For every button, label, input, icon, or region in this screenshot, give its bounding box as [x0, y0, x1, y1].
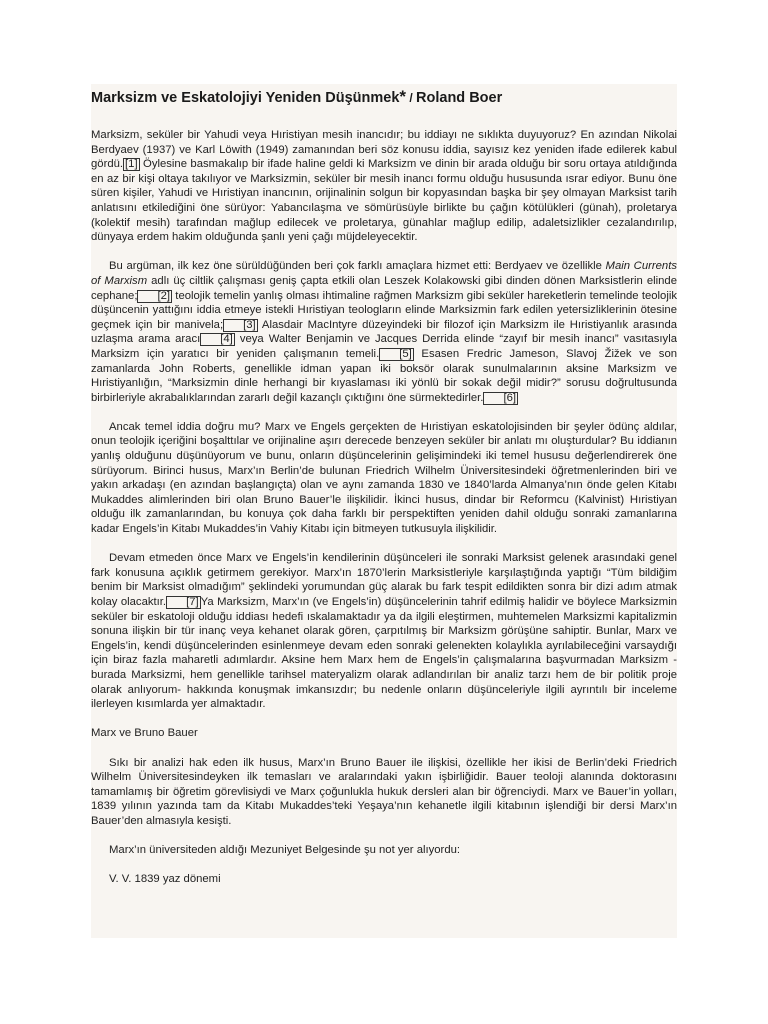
footnote-link-7[interactable]: [7] — [166, 596, 201, 609]
footnote-link-5[interactable]: [5] — [379, 348, 414, 361]
title-separator: / — [406, 91, 417, 105]
document-page — [91, 84, 677, 938]
paragraph-5: Sıkı bir analizi hak eden ilk husus, Marx’ın Bruno Bauer ile ilişkisi, özellikle her ikisi de Berlin’deki Friedrich Wilhelm Üniversitesindeyken ilk temasları ve aralarındaki yakın işbirliğidir. Bauer teoloji alanında doktorasını tamamlamış bir öğretim görevlisiydi ve Marx çoğunlukla hukuk dersleri alan bir öğrenciydi. Marx ve Bauer’in yolları, 1839 yılının yazında tam da Kitabı Mukaddes’teki Yeşaya’nın kehanetle ilgili kitabının işlendiği bir dersi Marx’ın Bauer’den almasıyla kesişti. — [91, 756, 677, 827]
paragraph-1 — [91, 128, 677, 245]
title-author: Roland Boer — [416, 90, 503, 106]
book-title-italic: Main Currents of Marxism — [91, 260, 677, 287]
paragraph-2-text-a: Bu argüman, ilk kez öne sürüldüğünden beri çok farklı amaçlara hizmet etti: Berdyaev ve özellikle — [109, 260, 606, 273]
footnote-link-1[interactable]: [1] — [125, 158, 138, 171]
document-title — [91, 87, 677, 108]
footnote-link-4[interactable]: [4] — [200, 333, 235, 346]
paragraph-1-text: Marksizm, seküler bir Yahudi veya Hıristiyan mesih inancıdır; bu iddiayı ne sıklıkta duyuyoruz? En azından Nikolai Berdyaev (1937) ve Karl Löwith (1949) zamanından beri söz konusu iddia, sayısız kez yeniden ifade edilerek kabul gördü. — [91, 129, 677, 171]
paragraph-2-text-d: Alasdair MacIntyre düzeyindeki bir filozof için Marksizm ile Hıristiyanlık arasında uzlaşma arama aracı — [91, 318, 677, 346]
section-heading: Marx ve Bruno Bauer — [91, 727, 198, 740]
footnote-link-2[interactable]: [2] — [137, 290, 172, 303]
paragraph-7: V. V. 1839 yaz dönemi — [109, 873, 221, 886]
paragraph-2-text-b: adlı üç ciltlik çalışması geniş çapta etkili olan Leszek Kolakowski gibi dinden dönen Marksistlerin elinde cephane; — [91, 274, 677, 302]
paragraph-6: Marx’ın üniversiteden aldığı Mezuniyet Belgesinde şu not yer alıyordu: — [109, 844, 461, 857]
title-asterisk: * — [399, 87, 407, 106]
document-body — [91, 84, 677, 887]
paragraph-4 — [91, 551, 677, 712]
paragraph-3: Ancak temel iddia doğru mu? Marx ve Engels gerçekten de Hıristiyan eskatolojisinden bir şeyler ödünç aldılar, onun teolojik içeriğini boşalttılar ve orijinaline aşırı derecede benzeyen seküler bir anlatı mı oluşturdular? Bu iddianın yanlış olduğunu düşünüyorum ve bunu, onların düşüncelerinin gelişimindeki iki temel hususu değerlendirerek öne sürüyorum. Birinci husus, Marx’ın Berlin’de bulunan Friedrich Wilhelm Üniversitesindeki öğretmenlerinden biri ve yakın arkadaşı (en azından başlangıçta) olan ve aynı zamanda 1830 ve 1840’larda Almanya’nın önde gelen Kitabı Mukaddes alimlerinden biri olan Bruno Bauer’le ilişkilidir. İkinci husus, dindar bir Reformcu (Kalvinist) Hıristiyan olduğu ilk zamanlarından, bu konuya çok daha farklı bir perspektiften yeniden dahil olduğu sonraki zamanlarına kadar Engels’in Kitabı Mukaddes’in Vahiy Kitabı için bitmeyen tutkusuyla ilişkilidir. — [91, 420, 677, 536]
paragraph-2-text-f: Esasen Fredric Jameson, Slavoj Žižek ve son zamanlarda John Roberts, genellikle idman yapan iki boksör olarak sunulmalarının aksine Marksizm ve Hıristiyanlığın, “Marksizmin dinle herhangi bir kıyaslaması iki yönlü bir sokak değil midir?” sorusu doğrultusunda birbirleriyle akrabalıklarından zararlı değil kazançlı çıktığını öne sürmektedirler. — [91, 347, 677, 404]
paragraph-2-text-e: veya Walter Benjamin ve Jacques Derrida elinde “zayıf bir mesih inancı” vasıtasıyla Marksizm için yaratıcı bir yeniden çalışmanın temeli. — [91, 333, 677, 360]
title-main: Marksizm ve Eskatolojiyi Yeniden Düşünmek — [91, 90, 400, 106]
paragraph-2 — [91, 259, 677, 405]
paragraph-1-text-b: Öylesine basmakalıp bir ifade haline geldi ki Marksizm ve dinin bir arada olduğu bir soru ortaya atıldığında en az bir kişi oltaya takılıyor ve Marksizmin, seküler bir mesih inancı formu olduğu hususunda ısrar ediyor. Bunu öne süren kişiler, Yahudi ve Hıristiyan inancının, orijinalinin solgun bir kopyasından başka bir şey olmayan Marksist tarih anlatısını etkilediğini öne sürüyor: Yabancılaşma ve sömürüsüyle birlikte bu çağın kötülükleri (günah), proletarya (kolektif mesih) tarafından mağlup edilecek ve proletarya, günahlar mağlup edilip, adaletsizlikler cezalandırılıp, dünyaya erdem hakim olduğunda şanlı yeni çağı müjdeleyecektir. — [91, 158, 677, 244]
footnote-link-6[interactable]: [6] — [483, 392, 518, 405]
footnote-link-3[interactable]: [3] — [223, 319, 258, 332]
paragraph-4-text-a: Devam etmeden önce Marx ve Engels’in kendilerinin düşünceleri ile sonraki Marksist gelenek arasındaki genel fark konusuna açıklık getirmem gerekiyor. Marx’ın 1870’lerin Marksistleriyle karşılaştığında yaptığı “Tüm bildiğim benim bir Marksist olmadığım” şeklindeki yorumundan güç alarak bu fark tespit edildikten sonra bir dizi adım atmak kolay olacaktır. — [91, 552, 677, 608]
paragraph-2-text-c: teolojik temelin yanlış olması ihtimaline rağmen Marksizm gibi seküler hareketlerin temelinde teolojik düşüncenin yattığını iddia etmeye istekli Hıristiyan teologların elinde Marksizmin fark edilen yetersizliklerinin ötesine geçmek için bir manivela; — [91, 289, 677, 331]
paragraph-4-text-b: Ya Marksizm, Marx’ın (ve Engels’in) düşüncelerinin tahrif edilmiş halidir ve böylece Marksizmin seküler bir eskatoloji olduğu iddiası hedefi ıskalamaktadır ya da ilgili eleştirmen, muhtemelen Marksizmi kapitalizmin sonuna ilişkin bir tür inanç veya kehanet olarak gören, çarpıtılmış bir Marksizm görüşüne sahiptir. Bunlar, Marx ve Engels’in, kendi düşüncelerinden esinlenmeye devam eden sonraki gelenekten kolaylıkla ayrılabileceğini varsaydığı için biraz fazla maharetli adımlardır. Aksine hem Marx hem de Engels’in çalışmalarına başvurmadan Marksizm -burada Marksizmi, hem genellikle tarihsel materyalizm olarak adlandırılan bir analiz tarzı hem de bir politik proje olarak anlıyorum- hakkında konuşmak imkansızdır; bu nedenle onların düşünceleriyle ilgili ayrıntılı bir inceleme ilerleyen kısımlarda yer almaktadır. — [91, 596, 677, 711]
